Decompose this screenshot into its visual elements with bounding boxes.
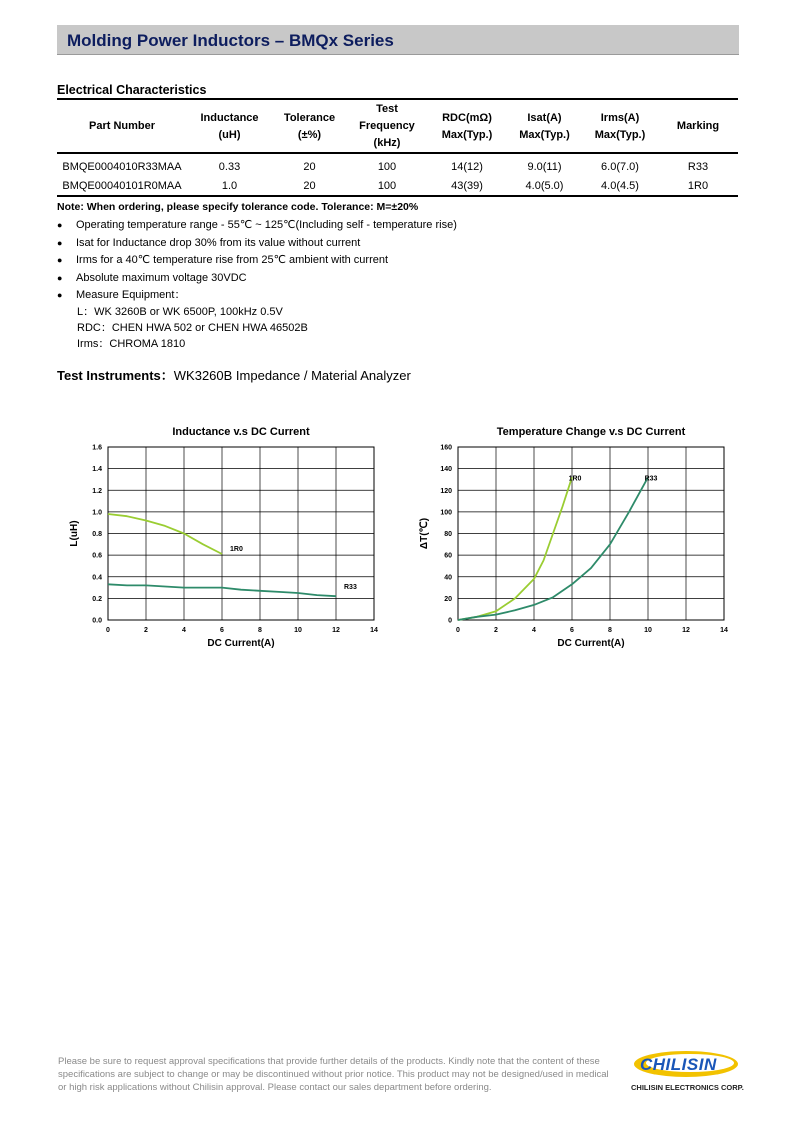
y-tick-label: 0.4 <box>92 574 102 582</box>
cell-isat: 9.0(11) <box>527 160 562 173</box>
x-tick-label: 6 <box>220 627 224 634</box>
y-axis-label: L(uH) <box>69 520 80 547</box>
cell-part-number: BMQE00040101R0MAA <box>62 179 182 192</box>
col-marking: Marking <box>676 120 720 132</box>
y-tick-label: 80 <box>444 531 452 538</box>
y-tick-label: 40 <box>444 574 452 582</box>
y-tick-label: 1.6 <box>92 444 102 452</box>
x-axis-label: DC Current(A) <box>557 638 625 649</box>
x-tick-label: 12 <box>682 627 690 634</box>
y-tick-label: 0.2 <box>92 595 102 603</box>
y-tick-label: 100 <box>440 509 452 517</box>
cell-marking: 1R0 <box>687 179 709 192</box>
x-tick-label: 14 <box>720 627 728 634</box>
x-tick-label: 0 <box>456 627 460 634</box>
cell-irms: 4.0(4.5) <box>601 179 639 192</box>
x-tick-label: 2 <box>144 627 148 634</box>
cell-inductance: 1.0 <box>221 179 238 192</box>
col-part-number: Part Number <box>88 120 156 132</box>
table-row <box>57 153 738 176</box>
col-inductance: Inductance (uH) <box>200 111 259 141</box>
logo-brand: CHILISIN <box>640 1055 717 1074</box>
test-instruments-value: WK3260B Impedance / Material Analyzer <box>173 368 411 383</box>
x-tick-label: 10 <box>294 627 302 634</box>
cell-frequency: 100 <box>377 179 397 192</box>
equipment-l: L：WK 3260B or WK 6500P, 100kHz 0.5V <box>77 306 283 318</box>
col-rdc: RDC(mΩ) Max(Typ.) <box>441 111 493 141</box>
y-tick-label: 0 <box>448 617 452 625</box>
equipment-irms: Irms：CHROMA 1810 <box>77 338 186 350</box>
table-top-rule <box>57 98 738 100</box>
footer-disclaimer: Please be sure to request approval specifications that provide further details of the products. Kindly note that the content of these specifications are subject to change or may be discontinued without prior notice. This product may not be designed/used in medical or high risk applications without Chilisin approval. Please contact our sales department before ordering. <box>58 1056 609 1093</box>
y-tick-label: 120 <box>440 487 452 495</box>
list-item: ● Isat for Inductance drop 30% from its value without current <box>57 236 457 254</box>
x-tick-label: 12 <box>332 627 340 634</box>
y-tick-label: 140 <box>440 466 452 474</box>
test-instruments-label: Test Instruments： <box>57 368 174 383</box>
spec-table <box>57 101 738 197</box>
x-tick-label: 10 <box>644 627 652 634</box>
table-header-row <box>57 101 738 153</box>
y-tick-label: 0.0 <box>92 617 102 625</box>
y-axis-label: ΔT(℃) <box>419 517 430 550</box>
y-tick-label: 1.2 <box>92 487 102 495</box>
logo-company: CHILISIN ELECTRONICS CORP. <box>631 1083 744 1092</box>
col-test-frequency: Test Frequency (kHz) <box>359 103 415 149</box>
y-tick-label: 20 <box>444 595 452 603</box>
inductance-chart <box>55 420 395 660</box>
equipment-list <box>77 304 308 352</box>
cell-tolerance: 20 <box>303 160 316 173</box>
series-label-1r0: 1R0 <box>230 546 243 554</box>
x-tick-label: 8 <box>258 627 262 634</box>
list-item: ● Irms for a 40℃ temperature rise from 25℃ ambient with current <box>57 253 457 271</box>
cell-frequency: 100 <box>377 160 397 173</box>
cell-rdc: 43(39) <box>451 179 483 192</box>
section-title: Electrical Characteristics <box>57 83 207 97</box>
list-item: ● Absolute maximum voltage 30VDC <box>57 271 457 289</box>
spec-bullet-list <box>57 218 457 306</box>
cell-isat: 4.0(5.0) <box>525 179 564 192</box>
x-tick-label: 0 <box>106 627 110 634</box>
chart-title: Inductance v.s DC Current <box>172 426 310 438</box>
list-item: ● Operating temperature range - 55℃ ~ 125℃(Including self - temperature rise) <box>57 218 457 236</box>
series-label-r33: R33 <box>344 584 357 592</box>
equipment-rdc: RDC：CHEN HWA 502 or CHEN HWA 46502B <box>77 322 308 334</box>
y-tick-label: 0.8 <box>92 531 102 538</box>
x-tick-label: 8 <box>608 627 612 634</box>
table-row <box>57 176 738 196</box>
col-isat: Isat(A) Max(Typ.) <box>519 111 570 141</box>
y-tick-label: 1.0 <box>92 509 102 517</box>
x-tick-label: 4 <box>532 627 536 634</box>
x-axis-label: DC Current(A) <box>207 638 275 649</box>
cell-inductance: 0.33 <box>218 160 241 173</box>
series-line-1r0 <box>108 514 222 554</box>
x-tick-label: 6 <box>570 627 574 634</box>
y-tick-label: 0.6 <box>92 552 102 560</box>
page-title: Molding Power Inductors – BMQx Series <box>67 31 394 50</box>
test-instruments <box>57 365 411 384</box>
col-tolerance: Tolerance (±%) <box>283 111 336 141</box>
chilisin-logo <box>628 1048 764 1094</box>
cell-part-number: BMQE0004010R33MAA <box>62 160 182 173</box>
y-tick-label: 1.4 <box>92 466 102 474</box>
x-tick-label: 14 <box>370 627 378 634</box>
ordering-note: Note: When ordering, please specify tolerance code. Tolerance: M=±20% <box>57 201 419 213</box>
chart-title: Temperature Change v.s DC Current <box>496 426 686 438</box>
cell-irms: 6.0(7.0) <box>601 160 639 173</box>
list-item: ● Measure Equipment： <box>57 288 457 306</box>
cell-marking: R33 <box>687 160 709 173</box>
col-irms: Irms(A) Max(Typ.) <box>594 111 646 141</box>
x-tick-label: 2 <box>494 627 498 634</box>
cell-tolerance: 20 <box>303 179 316 192</box>
cell-rdc: 14(12) <box>451 160 483 173</box>
series-label-r33: R33 <box>644 475 658 483</box>
temperature-chart <box>405 420 745 660</box>
y-tick-label: 160 <box>440 444 452 452</box>
series-label-1r0: 1R0 <box>568 475 582 483</box>
x-tick-label: 4 <box>182 627 186 634</box>
y-tick-label: 60 <box>444 552 452 560</box>
header-bar <box>57 25 739 55</box>
